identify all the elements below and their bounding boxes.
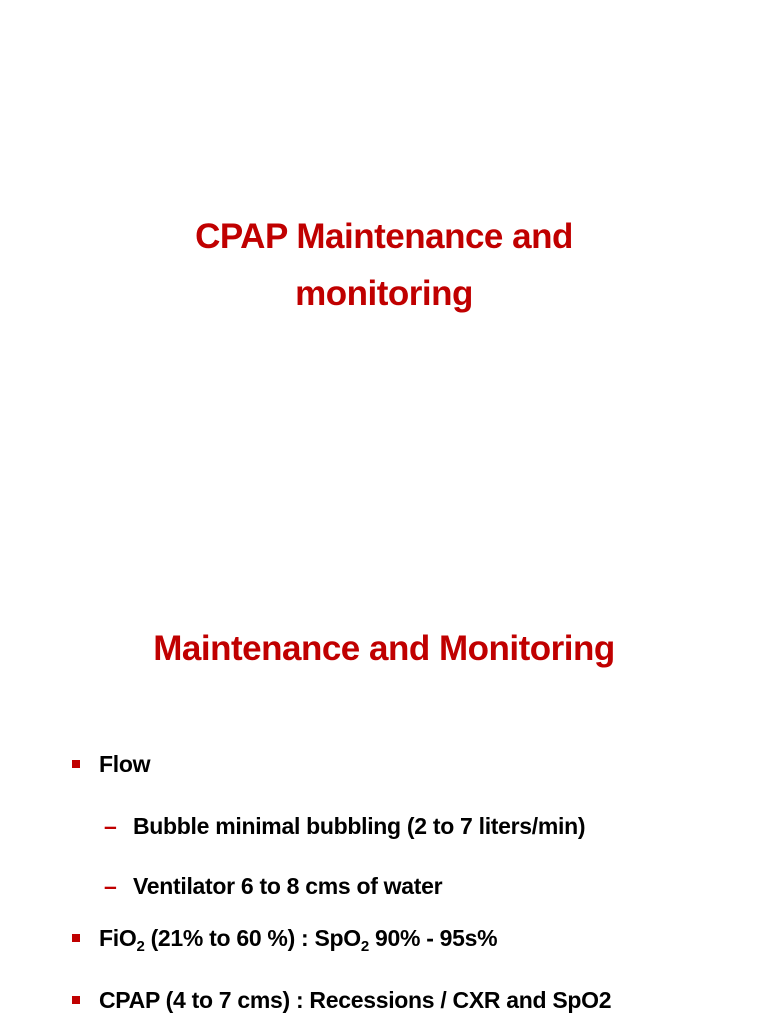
bullet-fio2 — [99, 923, 497, 953]
bullet-flow: Flow — [99, 751, 151, 777]
square-bullet-icon — [72, 760, 80, 768]
slide-2 — [0, 576, 768, 1024]
bullet-cpap: CPAP (4 to 7 cms) : Recessions / CXR and SpO2 — [99, 987, 612, 1013]
fio2-range: (21% to 60 %) : SpO — [144, 925, 361, 951]
dash-bullet-icon: – — [104, 873, 117, 899]
fio2-label: FiO — [99, 925, 137, 951]
slide-title — [0, 208, 768, 322]
square-bullet-icon — [72, 996, 80, 1004]
dash-bullet-icon: – — [104, 813, 117, 839]
subscript: 2 — [136, 938, 145, 955]
square-bullet-icon — [72, 934, 80, 942]
sub-bullet-bubble: Bubble minimal bubbling (2 to 7 liters/min) — [133, 813, 586, 839]
title-line-2: monitoring — [295, 274, 473, 313]
spo2-range: 90% - 95s% — [368, 925, 498, 951]
subscript: 2 — [360, 938, 369, 955]
sub-bullet-ventilator: Ventilator 6 to 8 cms of water — [133, 873, 443, 899]
title-line-1: CPAP Maintenance and — [195, 217, 573, 256]
slide-title: Maintenance and Monitoring — [153, 629, 615, 668]
